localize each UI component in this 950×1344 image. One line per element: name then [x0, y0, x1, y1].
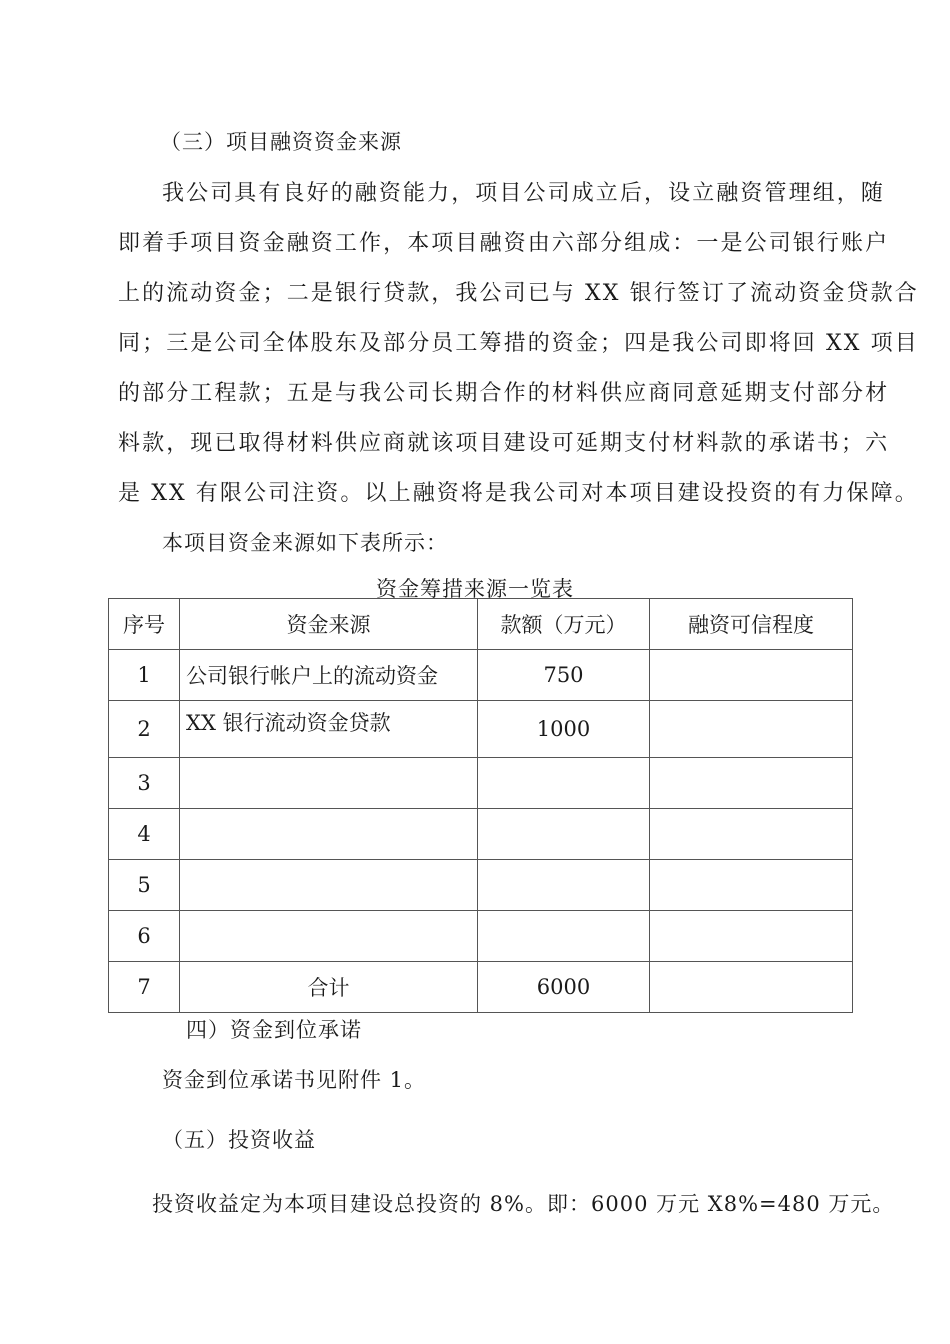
- cell-source: XX 银行流动资金贷款: [180, 701, 478, 758]
- cell-amount: [478, 758, 650, 809]
- cell-no: 3: [109, 758, 180, 809]
- section-4-text: 资金到位承诺书见附件 1。: [162, 1068, 427, 1092]
- cell-source: 合计: [180, 962, 478, 1013]
- header-cell-source: 资金来源: [180, 599, 478, 650]
- cell-credibility: [650, 758, 853, 809]
- table-caption: 资金筹措来源一览表: [376, 577, 574, 601]
- section-5-heading: （五）投资收益: [162, 1128, 316, 1152]
- cell-credibility: [650, 701, 853, 758]
- table-row: [109, 650, 853, 701]
- paragraph-line: 同；三是公司全体股东及部分员工筹措的资金；四是我公司即将回 XX 项目: [118, 331, 919, 356]
- header-cell-credibility: 融资可信程度: [650, 599, 853, 650]
- section-4-heading: 四）资金到位承诺: [186, 1018, 362, 1042]
- table-intro: 本项目资金来源如下表所示：: [162, 531, 448, 555]
- table-row: [109, 860, 853, 911]
- cell-no: 5: [109, 860, 180, 911]
- cell-credibility: [650, 860, 853, 911]
- section-5-text: 投资收益定为本项目建设总投资的 8%。即：6000 万元 X8%=480 万元。: [152, 1192, 895, 1216]
- cell-source: [180, 758, 478, 809]
- cell-no: 1: [109, 650, 180, 701]
- cell-amount: 1000: [478, 701, 650, 758]
- table-header-row: [109, 599, 853, 650]
- paragraph-line: 即着手项目资金融资工作，本项目融资由六部分组成：一是公司银行账户: [118, 231, 890, 256]
- cell-source: [180, 911, 478, 962]
- cell-amount: [478, 911, 650, 962]
- cell-credibility: [650, 911, 853, 962]
- header-cell-amount: 款额（万元）: [478, 599, 650, 650]
- table-row: [109, 758, 853, 809]
- funding-sources-table: [108, 598, 853, 1013]
- cell-amount: 750: [478, 650, 650, 701]
- table-row: [109, 701, 853, 758]
- paragraph-line: 的部分工程款；五是与我公司长期合作的材料供应商同意延期支付部分材: [118, 381, 890, 406]
- cell-credibility: [650, 650, 853, 701]
- table-row: [109, 809, 853, 860]
- table-total-row: [109, 962, 853, 1013]
- cell-amount: [478, 860, 650, 911]
- cell-amount: [478, 809, 650, 860]
- paragraph-line: 料款，现已取得材料供应商就该项目建设可延期支付材料款的承诺书；六: [118, 431, 890, 456]
- cell-no: 2: [109, 701, 180, 758]
- cell-no: 7: [109, 962, 180, 1013]
- header-cell-no: 序号: [109, 599, 180, 650]
- cell-no: 4: [109, 809, 180, 860]
- paragraph-line: 上的流动资金；二是银行贷款，我公司已与 XX 银行签订了流动资金贷款合: [118, 281, 919, 306]
- cell-source: [180, 809, 478, 860]
- cell-source: 公司银行帐户上的流动资金: [180, 650, 478, 701]
- cell-credibility: [650, 962, 853, 1013]
- paragraph-line: 我公司具有良好的融资能力，项目公司成立后，设立融资管理组，随: [162, 181, 886, 206]
- table-row: [109, 911, 853, 962]
- paragraph-line: 是 XX 有限公司注资。以上融资将是我公司对本项目建设投资的有力保障。: [118, 481, 919, 506]
- section-3-heading: （三）项目融资资金来源: [160, 130, 402, 154]
- cell-credibility: [650, 809, 853, 860]
- cell-amount: 6000: [478, 962, 650, 1013]
- cell-no: 6: [109, 911, 180, 962]
- cell-source: [180, 860, 478, 911]
